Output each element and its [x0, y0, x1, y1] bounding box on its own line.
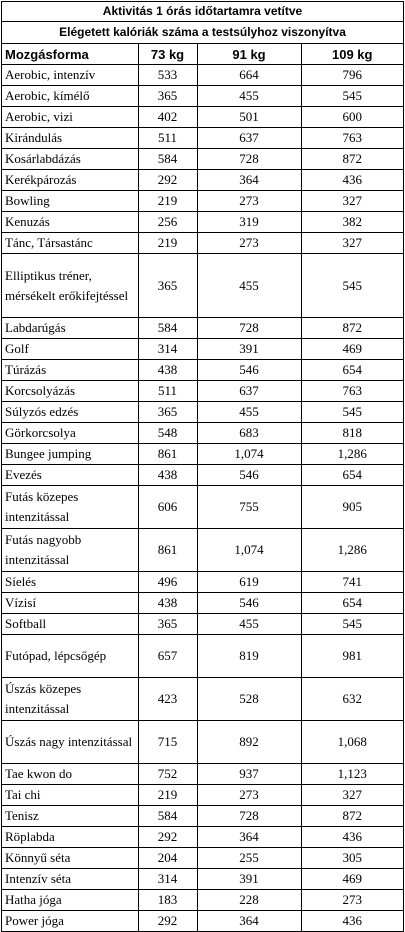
value-109kg-cell: 654 [301, 465, 403, 486]
value-91kg-cell: 728 [197, 318, 301, 339]
value-109kg-cell: 763 [301, 128, 403, 149]
column-header-73kg: 73 kg [138, 44, 197, 65]
value-73kg-cell: 438 [138, 360, 197, 381]
table-row [2, 465, 403, 486]
table-row [2, 444, 403, 465]
table-row [2, 339, 403, 360]
value-73kg-cell: 292 [138, 911, 197, 932]
activity-cell: Túrázás [2, 360, 138, 381]
table-row [2, 572, 403, 593]
value-73kg-cell: 314 [138, 339, 197, 360]
value-109kg-cell: 305 [301, 848, 403, 869]
activity-cell: Evezés [2, 465, 138, 486]
table-row [2, 785, 403, 806]
value-109kg-cell: 905 [301, 486, 403, 529]
activity-cell: Golf [2, 339, 138, 360]
activity-cell: Röplabda [2, 827, 138, 848]
value-91kg-cell: 937 [197, 764, 301, 785]
activity-cell: Elliptikus tréner, mérsékelt erőkifejtéssel [2, 254, 138, 318]
value-73kg-cell: 256 [138, 212, 197, 233]
value-91kg-cell: 255 [197, 848, 301, 869]
table-row [2, 848, 403, 869]
activity-cell: Power jóga [2, 911, 138, 932]
value-91kg-cell: 273 [197, 191, 301, 212]
value-109kg-cell: 1,286 [301, 529, 403, 572]
value-109kg-cell: 545 [301, 614, 403, 635]
activity-cell: Súlyzós edzés [2, 402, 138, 423]
value-73kg-cell: 584 [138, 318, 197, 339]
value-109kg-cell: 632 [301, 678, 403, 721]
table-subtitle: Elégetett kalóriák száma a testsúlyhoz viszonyítva [2, 22, 403, 44]
value-109kg-cell: 872 [301, 318, 403, 339]
value-109kg-cell: 600 [301, 107, 403, 128]
value-91kg-cell: 364 [197, 170, 301, 191]
activity-cell: Bowling [2, 191, 138, 212]
value-91kg-cell: 546 [197, 465, 301, 486]
value-109kg-cell: 469 [301, 869, 403, 890]
activity-cell: Görkorcsolya [2, 423, 138, 444]
calorie-table [2, 44, 403, 931]
value-73kg-cell: 219 [138, 233, 197, 254]
value-73kg-cell: 752 [138, 764, 197, 785]
value-73kg-cell: 533 [138, 65, 197, 86]
value-109kg-cell: 654 [301, 593, 403, 614]
value-109kg-cell: 1,286 [301, 444, 403, 465]
activity-cell: Kerékpározás [2, 170, 138, 191]
activity-cell: Labdarúgás [2, 318, 138, 339]
value-91kg-cell: 728 [197, 149, 301, 170]
value-91kg-cell: 755 [197, 486, 301, 529]
value-73kg-cell: 496 [138, 572, 197, 593]
value-109kg-cell: 818 [301, 423, 403, 444]
activity-cell: Intenzív séta [2, 869, 138, 890]
activity-cell: Aerobic, intenzív [2, 65, 138, 86]
value-109kg-cell: 436 [301, 827, 403, 848]
activity-cell: Hatha jóga [2, 890, 138, 911]
value-109kg-cell: 327 [301, 233, 403, 254]
value-109kg-cell: 796 [301, 65, 403, 86]
value-73kg-cell: 584 [138, 806, 197, 827]
table-row [2, 360, 403, 381]
value-91kg-cell: 273 [197, 233, 301, 254]
activity-cell: Tánc, Társastánc [2, 233, 138, 254]
value-91kg-cell: 273 [197, 785, 301, 806]
activity-cell: Aerobic, vizi [2, 107, 138, 128]
value-109kg-cell: 545 [301, 254, 403, 318]
value-73kg-cell: 861 [138, 529, 197, 572]
activity-cell: Tai chi [2, 785, 138, 806]
value-91kg-cell: 455 [197, 254, 301, 318]
value-73kg-cell: 365 [138, 402, 197, 423]
activity-cell: Softball [2, 614, 138, 635]
value-73kg-cell: 365 [138, 254, 197, 318]
value-109kg-cell: 545 [301, 402, 403, 423]
value-109kg-cell: 1,068 [301, 721, 403, 764]
value-73kg-cell: 365 [138, 614, 197, 635]
value-109kg-cell: 327 [301, 191, 403, 212]
table-row [2, 170, 403, 191]
table-row [2, 212, 403, 233]
value-73kg-cell: 584 [138, 149, 197, 170]
value-91kg-cell: 546 [197, 360, 301, 381]
value-91kg-cell: 664 [197, 65, 301, 86]
value-73kg-cell: 219 [138, 785, 197, 806]
table-row [2, 678, 403, 721]
activity-cell: Úszás közepes intenzitással [2, 678, 138, 721]
activity-cell: Futás közepes intenzitással [2, 486, 138, 529]
value-91kg-cell: 455 [197, 86, 301, 107]
value-91kg-cell: 455 [197, 614, 301, 635]
value-91kg-cell: 228 [197, 890, 301, 911]
value-73kg-cell: 606 [138, 486, 197, 529]
value-109kg-cell: 327 [301, 785, 403, 806]
value-73kg-cell: 861 [138, 444, 197, 465]
value-73kg-cell: 438 [138, 593, 197, 614]
value-91kg-cell: 728 [197, 806, 301, 827]
table-row [2, 254, 403, 318]
table-row [2, 911, 403, 932]
value-73kg-cell: 423 [138, 678, 197, 721]
activity-cell: Kosárlabdázás [2, 149, 138, 170]
value-109kg-cell: 741 [301, 572, 403, 593]
table-row [2, 423, 403, 444]
value-91kg-cell: 619 [197, 572, 301, 593]
table-row [2, 65, 403, 86]
value-73kg-cell: 438 [138, 465, 197, 486]
table-row [2, 635, 403, 678]
table-row [2, 402, 403, 423]
value-91kg-cell: 546 [197, 593, 301, 614]
table-row [2, 318, 403, 339]
value-73kg-cell: 314 [138, 869, 197, 890]
activity-cell: Úszás nagy intenzitással [2, 721, 138, 764]
activity-cell: Tenisz [2, 806, 138, 827]
value-73kg-cell: 219 [138, 191, 197, 212]
table-row [2, 149, 403, 170]
value-109kg-cell: 981 [301, 635, 403, 678]
table-row [2, 806, 403, 827]
value-91kg-cell: 1,074 [197, 444, 301, 465]
table-row [2, 721, 403, 764]
value-109kg-cell: 872 [301, 806, 403, 827]
activity-cell: Korcsolyázás [2, 381, 138, 402]
value-91kg-cell: 892 [197, 721, 301, 764]
value-109kg-cell: 654 [301, 360, 403, 381]
value-73kg-cell: 657 [138, 635, 197, 678]
activity-cell: Futás nagyobb intenzitással [2, 529, 138, 572]
value-91kg-cell: 364 [197, 911, 301, 932]
header-row [2, 44, 403, 65]
table-row [2, 86, 403, 107]
value-73kg-cell: 715 [138, 721, 197, 764]
value-73kg-cell: 365 [138, 86, 197, 107]
value-109kg-cell: 382 [301, 212, 403, 233]
activity-cell: Tae kwon do [2, 764, 138, 785]
column-header-109kg: 109 kg [301, 44, 403, 65]
value-91kg-cell: 819 [197, 635, 301, 678]
activity-cell: Futópad, lépcsőgép [2, 635, 138, 678]
value-109kg-cell: 273 [301, 890, 403, 911]
column-header-91kg: 91 kg [197, 44, 301, 65]
table-row [2, 381, 403, 402]
value-73kg-cell: 511 [138, 381, 197, 402]
value-73kg-cell: 511 [138, 128, 197, 149]
value-73kg-cell: 204 [138, 848, 197, 869]
value-109kg-cell: 436 [301, 911, 403, 932]
value-91kg-cell: 455 [197, 402, 301, 423]
value-91kg-cell: 637 [197, 381, 301, 402]
activity-cell: Könnyű séta [2, 848, 138, 869]
table-row [2, 827, 403, 848]
table-row [2, 486, 403, 529]
value-91kg-cell: 528 [197, 678, 301, 721]
value-109kg-cell: 436 [301, 170, 403, 191]
value-91kg-cell: 683 [197, 423, 301, 444]
value-73kg-cell: 292 [138, 827, 197, 848]
table-row [2, 128, 403, 149]
activity-cell: Kenuzás [2, 212, 138, 233]
value-91kg-cell: 501 [197, 107, 301, 128]
value-91kg-cell: 637 [197, 128, 301, 149]
value-91kg-cell: 319 [197, 212, 301, 233]
value-109kg-cell: 1,123 [301, 764, 403, 785]
value-91kg-cell: 1,074 [197, 529, 301, 572]
value-109kg-cell: 469 [301, 339, 403, 360]
table-row [2, 614, 403, 635]
calorie-table-sheet [1, 1, 404, 932]
column-header-activity: Mozgásforma [2, 44, 138, 65]
activity-cell: Aerobic, kímélő [2, 86, 138, 107]
activity-cell: Kirándulás [2, 128, 138, 149]
value-91kg-cell: 391 [197, 339, 301, 360]
table-title: Aktivitás 1 órás időtartamra vetítve [2, 2, 403, 22]
value-109kg-cell: 545 [301, 86, 403, 107]
table-row [2, 233, 403, 254]
value-73kg-cell: 183 [138, 890, 197, 911]
table-row [2, 191, 403, 212]
table-row [2, 764, 403, 785]
value-91kg-cell: 391 [197, 869, 301, 890]
table-row [2, 593, 403, 614]
table-row [2, 890, 403, 911]
table-body [2, 65, 403, 932]
table-row [2, 869, 403, 890]
activity-cell: Vízisí [2, 593, 138, 614]
value-73kg-cell: 402 [138, 107, 197, 128]
table-row [2, 529, 403, 572]
value-91kg-cell: 364 [197, 827, 301, 848]
value-73kg-cell: 548 [138, 423, 197, 444]
activity-cell: Síelés [2, 572, 138, 593]
activity-cell: Bungee jumping [2, 444, 138, 465]
value-73kg-cell: 292 [138, 170, 197, 191]
value-109kg-cell: 872 [301, 149, 403, 170]
table-row [2, 107, 403, 128]
value-109kg-cell: 763 [301, 381, 403, 402]
